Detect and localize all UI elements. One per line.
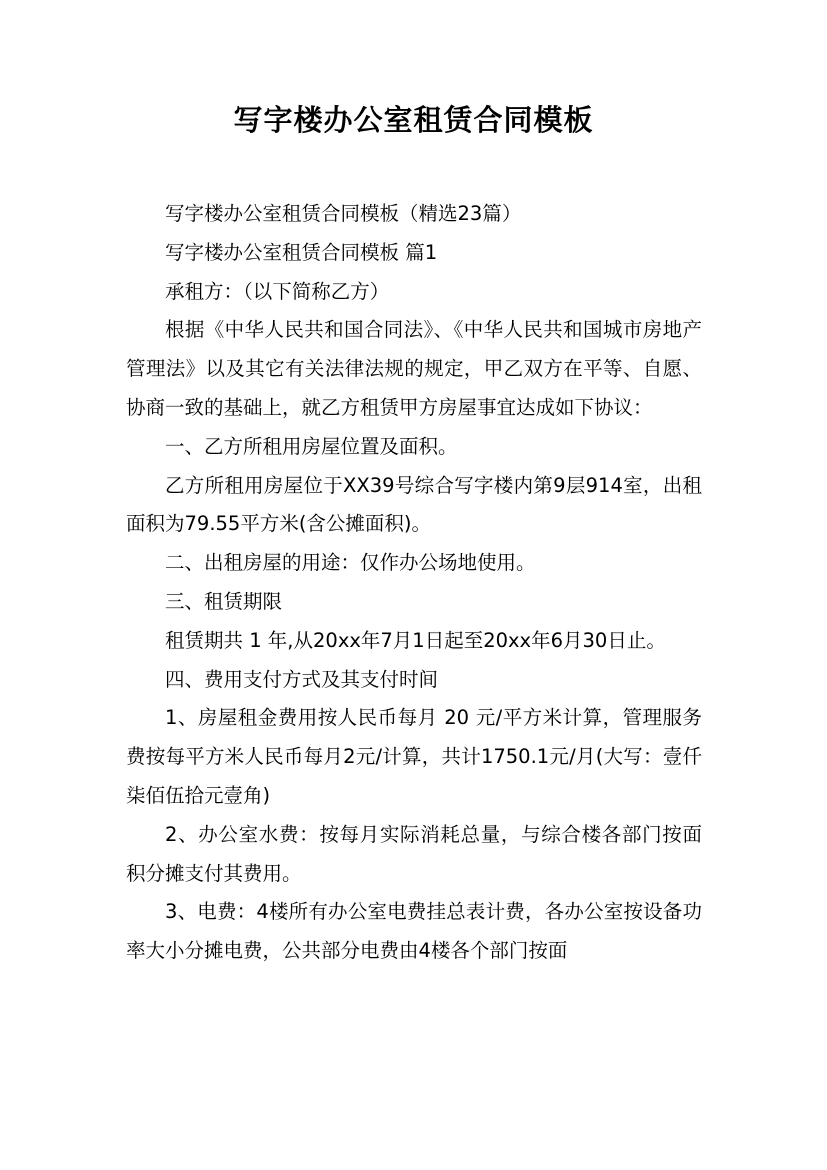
paragraph-subtitle: 写字楼办公室租赁合同模板（精选23篇）: [165, 202, 522, 225]
paragraph-rent-fee: 1、房屋租金费用按人民币每月 20 元/平方米计算，管理服务费按每平方米人民币每月2元/计算，共计1750.1元/月(大写：壹仟柒佰伍拾元壹角): [126, 706, 702, 807]
paragraph-section-heading: 写字楼办公室租赁合同模板 篇1: [165, 240, 438, 264]
document-body: [126, 195, 702, 971]
paragraph-electricity-fee: 3、电费：4楼所有办公室电费挂总表计费，各办公室按设备功率大小分摊电费，公共部分电费由4楼各个部门按面: [126, 900, 702, 963]
paragraph-clause-1-heading: 一、乙方所租用房屋位置及面积。: [165, 434, 458, 458]
paragraph-clause-3-heading: 三、租赁期限: [165, 589, 283, 613]
paragraph-lessee: 承租方：（以下简称乙方）: [165, 279, 390, 303]
paragraph-water-fee: 2、办公室水费：按每月实际消耗总量，与综合楼各部门按面积分摊支付其费用。: [126, 822, 702, 885]
document-title: 写字楼办公室租赁合同模板: [233, 103, 594, 137]
paragraph-clause-4-heading: 四、费用支付方式及其支付时间: [165, 667, 439, 691]
paragraph-clause-3-body: 租赁期共 1 年,从20xx年7月1日起至20xx年6月30日止。: [165, 628, 666, 652]
paragraph-clause-2: 二、出租房屋的用途：仅作办公场地使用。: [165, 551, 536, 575]
paragraph-legal-basis: 根据《中华人民共和国合同法》、《中华人民共和国城市房地产管理法》以及其它有关法律法规的规定，甲乙双方在平等、自愿、协商一致的基础上，就乙方租赁甲方房屋事宜达成如下协议：: [126, 318, 702, 419]
paragraph-clause-1-body: 乙方所租用房屋位于XX39号综合写字楼内第9层914室，出租面积为79.55平方米(含公摊面积)。: [126, 473, 702, 536]
